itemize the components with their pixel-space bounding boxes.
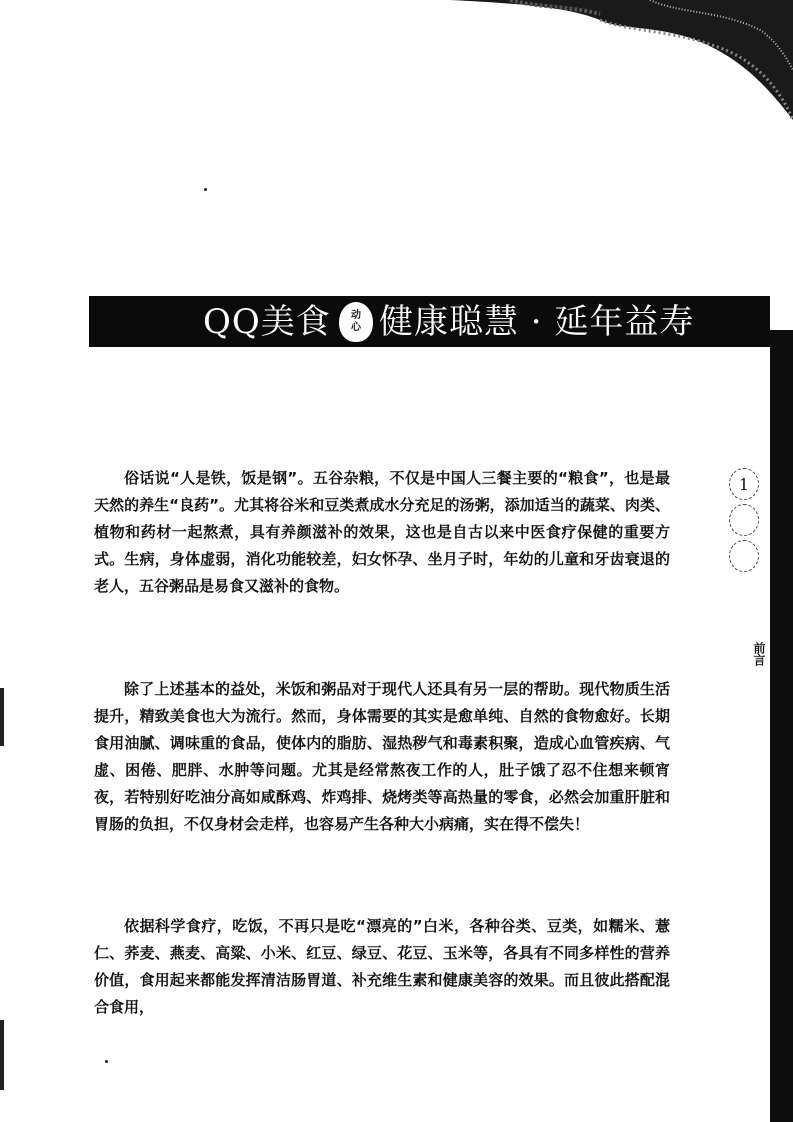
title-left: QQ美食	[203, 302, 331, 342]
page-number-circle-empty	[729, 540, 759, 572]
page-number-digit: 1	[729, 468, 759, 500]
page-number	[728, 468, 760, 572]
badge-top-char: 动	[351, 310, 361, 321]
paragraph-1: 俗话说“人是铁，饭是钢”。五谷杂粮，不仅是中国人三餐主要的“粮食”，也是最天然的养生“良药”。尤其将谷米和豆类煮成水分充足的汤粥，添加适当的蔬菜、肉类、植物和药材一起熬煮，具有养颜滋补的效果，这也是自古以来中医食疗保健的重要方式。生病，身体虚弱，消化功能较差，妇女怀孕、坐月子时，年幼的儿童和牙齿衰退的老人，五谷粥品是易食又滋补的食物。	[94, 469, 670, 595]
title-badge	[339, 302, 373, 342]
speck	[204, 188, 207, 191]
badge-bottom-char: 心	[351, 322, 361, 333]
paragraph-3: 依据科学食疗，吃饭，不再只是吃“漂亮的”白米，各种谷类、豆类，如糯米、薏仁、荞麦、燕麦、高粱、小米、红豆、绿豆、花豆、玉米等，各具有不同多样性的营养价值，食用起来都能发挥清洁肠胃道、补充维生素和健康美容的效果。而且彼此搭配混合食用，	[94, 917, 670, 1016]
section-label: 前言	[752, 642, 766, 666]
page-number-circle-empty	[729, 504, 759, 536]
speck	[105, 1060, 108, 1063]
paragraph-2: 除了上述基本的益处，米饭和粥品对于现代人还具有另一层的帮助。现代物质生活提升，精致美食也大为流行。然而，身体需要的其实是愈单纯、自然的食物愈好。长期食用油腻、调味重的食品，使体内的脂肪、湿热秽气和毒素积聚，造成心血管疾病、气虚、困倦、肥胖、水肿等问题。尤其是经常熬夜工作的人，肚子饿了忍不住想来顿宵夜，若特别好吃油分高如咸酥鸡、炸鸡排、烧烤类等高热量的零食，必然会加重肝脏和胃肠的负担，不仅身材会走样，也容易产生各种大小病痛，实在得不偿失！	[94, 680, 670, 833]
right-edge-bar	[770, 330, 793, 1122]
left-edge-mark	[0, 1020, 4, 1090]
title-right: 健康聪慧 · 延年益寿	[379, 302, 695, 342]
title-band	[89, 296, 770, 347]
corner-decoration	[450, 0, 793, 120]
left-edge-mark	[0, 688, 4, 746]
